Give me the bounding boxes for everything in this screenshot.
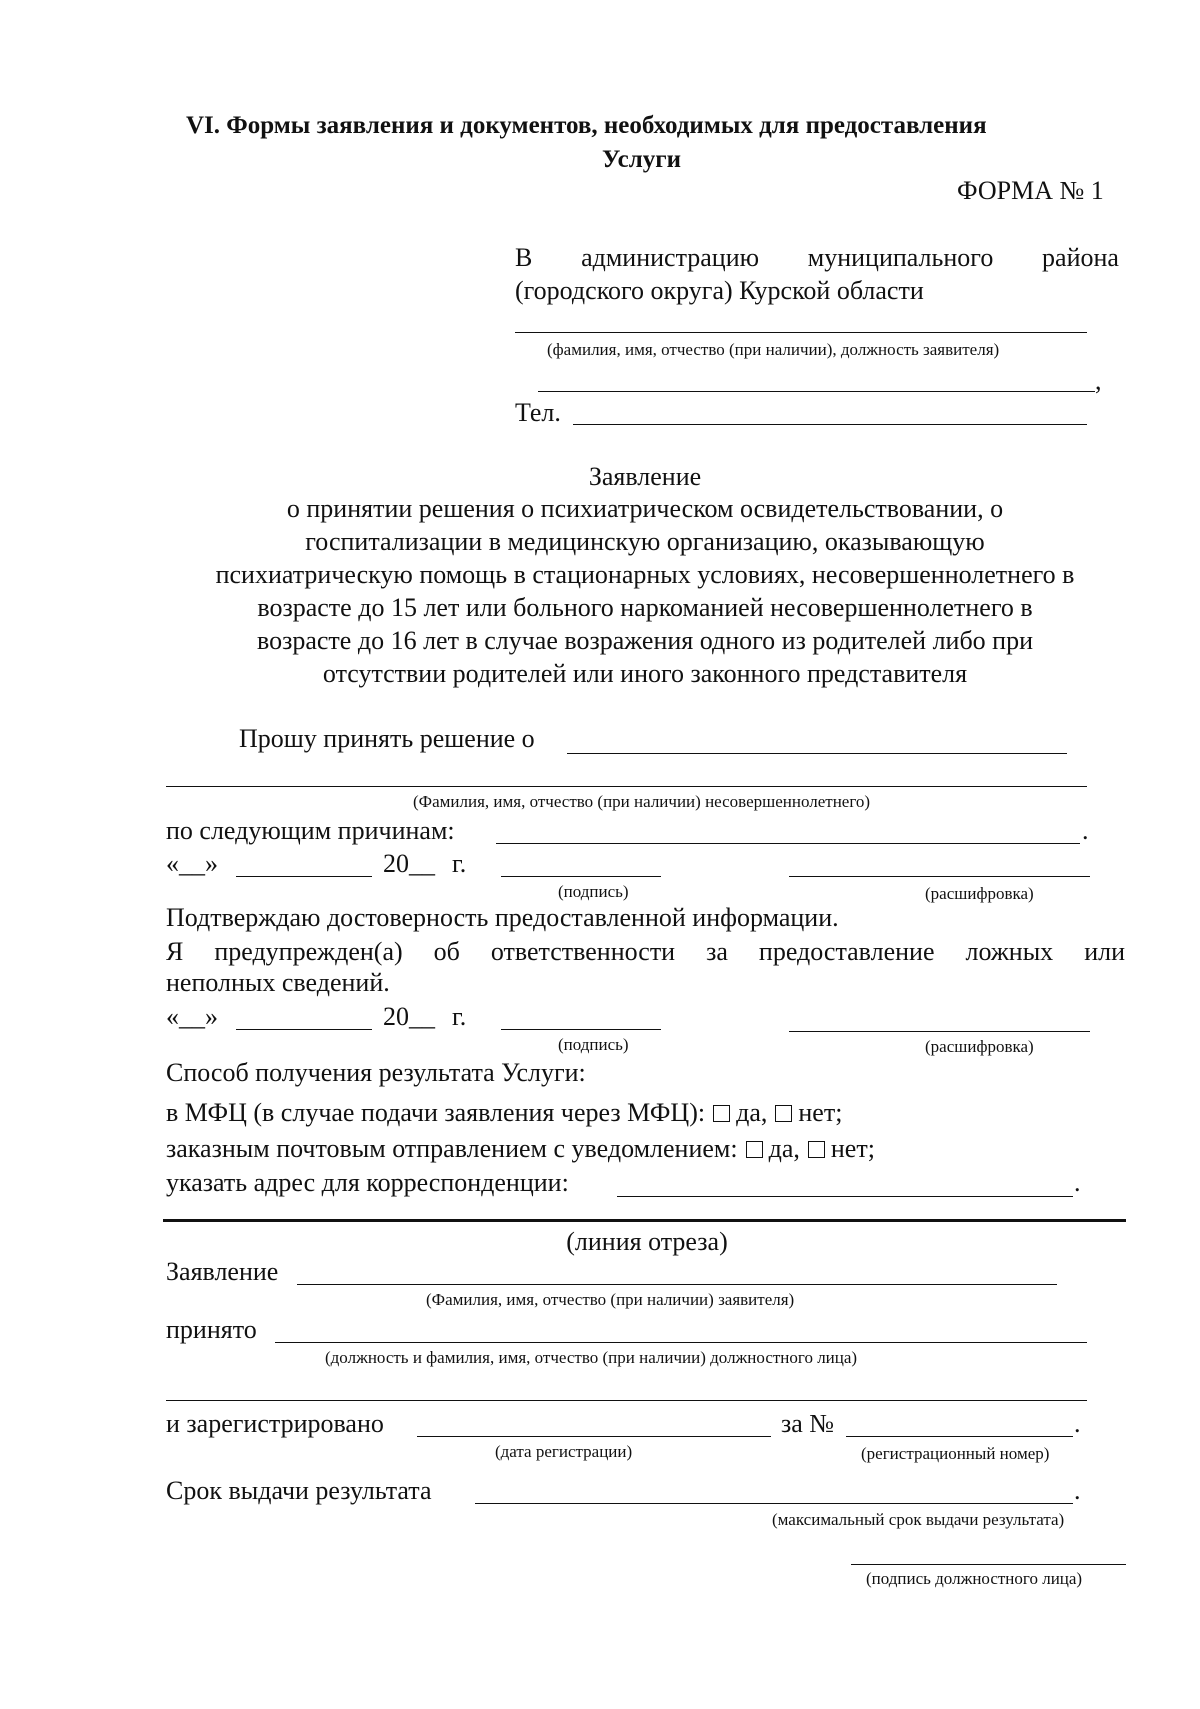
mfc-label: в МФЦ (в случае подачи заявления через МФЦ): (166, 1098, 706, 1127)
mfc-no-option[interactable] (775, 1098, 842, 1127)
warned-word-8: или (1084, 937, 1125, 966)
mfc-yes-option[interactable] (713, 1098, 767, 1127)
receipt-deadline-label: Срок выдачи результата (166, 1476, 432, 1505)
signature-caption-1: (подпись) (558, 882, 629, 901)
minor-name-caption: (Фамилия, имя, отчество (при наличии) несовершеннолетнего) (413, 792, 871, 811)
address-field[interactable] (617, 1196, 1073, 1197)
date-day-2[interactable]: «__» (166, 1002, 218, 1031)
warned-word-7: ложных (965, 937, 1054, 966)
decoding-field-1[interactable] (789, 876, 1090, 877)
section-title-line1: VI. Формы заявления и документов, необходимых для предоставления (186, 112, 987, 139)
statement-subtitle-line-6: отсутствии родителей или иного законного представителя (322, 659, 968, 688)
mfc-no-label: нет; (798, 1098, 843, 1127)
minor-name-field[interactable] (166, 786, 1087, 787)
receipt-deadline-period: . (1074, 1476, 1081, 1505)
date-year-suffix-2: г. (452, 1002, 467, 1031)
receipt-number-period: . (1074, 1409, 1081, 1438)
statement-subtitle-line-2: госпитализации в медицинскую организацию, оказывающую (305, 527, 985, 556)
addressee-word-4: района (1042, 243, 1119, 272)
applicant-extra-field[interactable] (538, 391, 1095, 392)
mfc-option-row (166, 1098, 842, 1128)
address-period: . (1074, 1168, 1081, 1197)
addressee-word-2: администрацию (581, 243, 760, 272)
receipt-date-field[interactable] (417, 1436, 771, 1437)
receipt-date-caption: (дата регистрации) (495, 1442, 633, 1461)
mail-no-label: нет; (830, 1134, 875, 1163)
applicant-name-caption: (фамилия, имя, отчество (при наличии), должность заявителя) (547, 340, 1000, 359)
receipt-number-caption: (регистрационный номер) (861, 1444, 1050, 1463)
receipt-deadline-field[interactable] (475, 1503, 1073, 1504)
method-label: Способ получения результата Услуги: (166, 1058, 586, 1087)
date-month-field-2[interactable] (236, 1029, 372, 1030)
statement-subtitle-line-1: о принятии решения о психиатрическом освидетельствовании, о (286, 494, 1004, 523)
signature-field-1[interactable] (501, 876, 661, 877)
form-number: ФОРМА № 1 (957, 176, 1104, 205)
date-year-2[interactable]: 20__ (383, 1002, 435, 1031)
warned-word-6: предоставление (758, 937, 935, 966)
mfc-yes-checkbox[interactable] (713, 1105, 730, 1122)
statement-subtitle-line-5: возрасте до 16 лет в случае возражения одного из родителей либо при (256, 626, 1034, 655)
date-day-1[interactable]: «__» (166, 849, 218, 878)
section-title-line2: Услуги (602, 146, 682, 173)
decoding-caption-1: (расшифровка) (925, 884, 1034, 903)
mail-yes-label: да, (768, 1134, 800, 1163)
statement-heading: Заявление (588, 462, 702, 491)
warned-word-4: ответственности (490, 937, 676, 966)
signature-field-2[interactable] (501, 1029, 661, 1030)
addressee-line2: (городского округа) Курской области (515, 276, 924, 305)
receipt-registered-label: и зарегистрировано (166, 1409, 384, 1438)
receipt-applicant-field[interactable] (297, 1284, 1057, 1285)
mfc-no-checkbox[interactable] (775, 1105, 792, 1122)
signature-caption-2: (подпись) (558, 1035, 629, 1054)
mail-no-option[interactable] (808, 1134, 875, 1163)
statement-subtitle-line-4: возрасте до 15 лет или больного наркоманией несовершеннолетнего в (257, 593, 1033, 622)
addressee-word-3: муниципального (807, 243, 994, 272)
decoding-caption-2: (расшифровка) (925, 1037, 1034, 1056)
receipt-official-field-2[interactable] (166, 1400, 1087, 1401)
mail-yes-checkbox[interactable] (746, 1141, 763, 1158)
addressee-line1 (515, 243, 1119, 273)
reasons-period: . (1082, 816, 1089, 845)
receipt-statement-label: Заявление (166, 1257, 279, 1286)
addressee-word-1: В (515, 243, 533, 272)
request-decision-field[interactable] (567, 753, 1067, 754)
date-year-1[interactable]: 20__ (383, 849, 435, 878)
warned-line1 (166, 937, 1125, 967)
receipt-official-caption: (должность и фамилия, имя, отчество (при наличии) должностного лица) (325, 1348, 858, 1367)
applicant-name-field[interactable] (515, 332, 1087, 333)
mail-no-checkbox[interactable] (808, 1141, 825, 1158)
mfc-yes-label: да, (736, 1098, 768, 1127)
date-month-field-1[interactable] (236, 876, 372, 877)
receipt-official-signature-field[interactable] (851, 1564, 1126, 1565)
cut-line-label: (линия отреза) (566, 1227, 728, 1256)
receipt-deadline-caption: (максимальный срок выдачи результата) (772, 1510, 1065, 1529)
receipt-number-label: за № (781, 1409, 835, 1438)
phone-field[interactable] (573, 424, 1087, 425)
warned-line2: неполных сведений. (166, 968, 390, 997)
request-text: Прошу принять решение о (239, 724, 535, 753)
cut-line (163, 1219, 1126, 1222)
address-label: указать адрес для корреспонденции: (166, 1168, 569, 1197)
mail-label: заказным почтовым отправлением с уведомлением: (166, 1134, 738, 1163)
warned-word-2: предупрежден(а) (214, 937, 403, 966)
receipt-official-field[interactable] (275, 1342, 1087, 1343)
receipt-applicant-caption: (Фамилия, имя, отчество (при наличии) заявителя) (426, 1290, 795, 1309)
reasons-label: по следующим причинам: (166, 816, 455, 845)
receipt-number-field[interactable] (846, 1436, 1073, 1437)
applicant-extra-comma: , (1095, 366, 1102, 395)
confirm-text: Подтверждаю достоверность предоставленной информации. (166, 903, 839, 932)
warned-word-5: за (706, 937, 728, 966)
warned-word-3: об (433, 937, 460, 966)
decoding-field-2[interactable] (789, 1031, 1090, 1032)
warned-word-1: Я (166, 937, 184, 966)
date-year-suffix-1: г. (452, 849, 467, 878)
reasons-field[interactable] (496, 843, 1080, 844)
receipt-accepted-label: принято (166, 1315, 257, 1344)
mail-option-row (166, 1134, 875, 1164)
phone-label: Тел. (515, 398, 561, 427)
mail-yes-option[interactable] (746, 1134, 800, 1163)
statement-subtitle-line-3: психиатрическую помощь в стационарных условиях, несовершеннолетнего в (215, 560, 1075, 589)
receipt-official-signature-caption: (подпись должностного лица) (866, 1569, 1083, 1588)
